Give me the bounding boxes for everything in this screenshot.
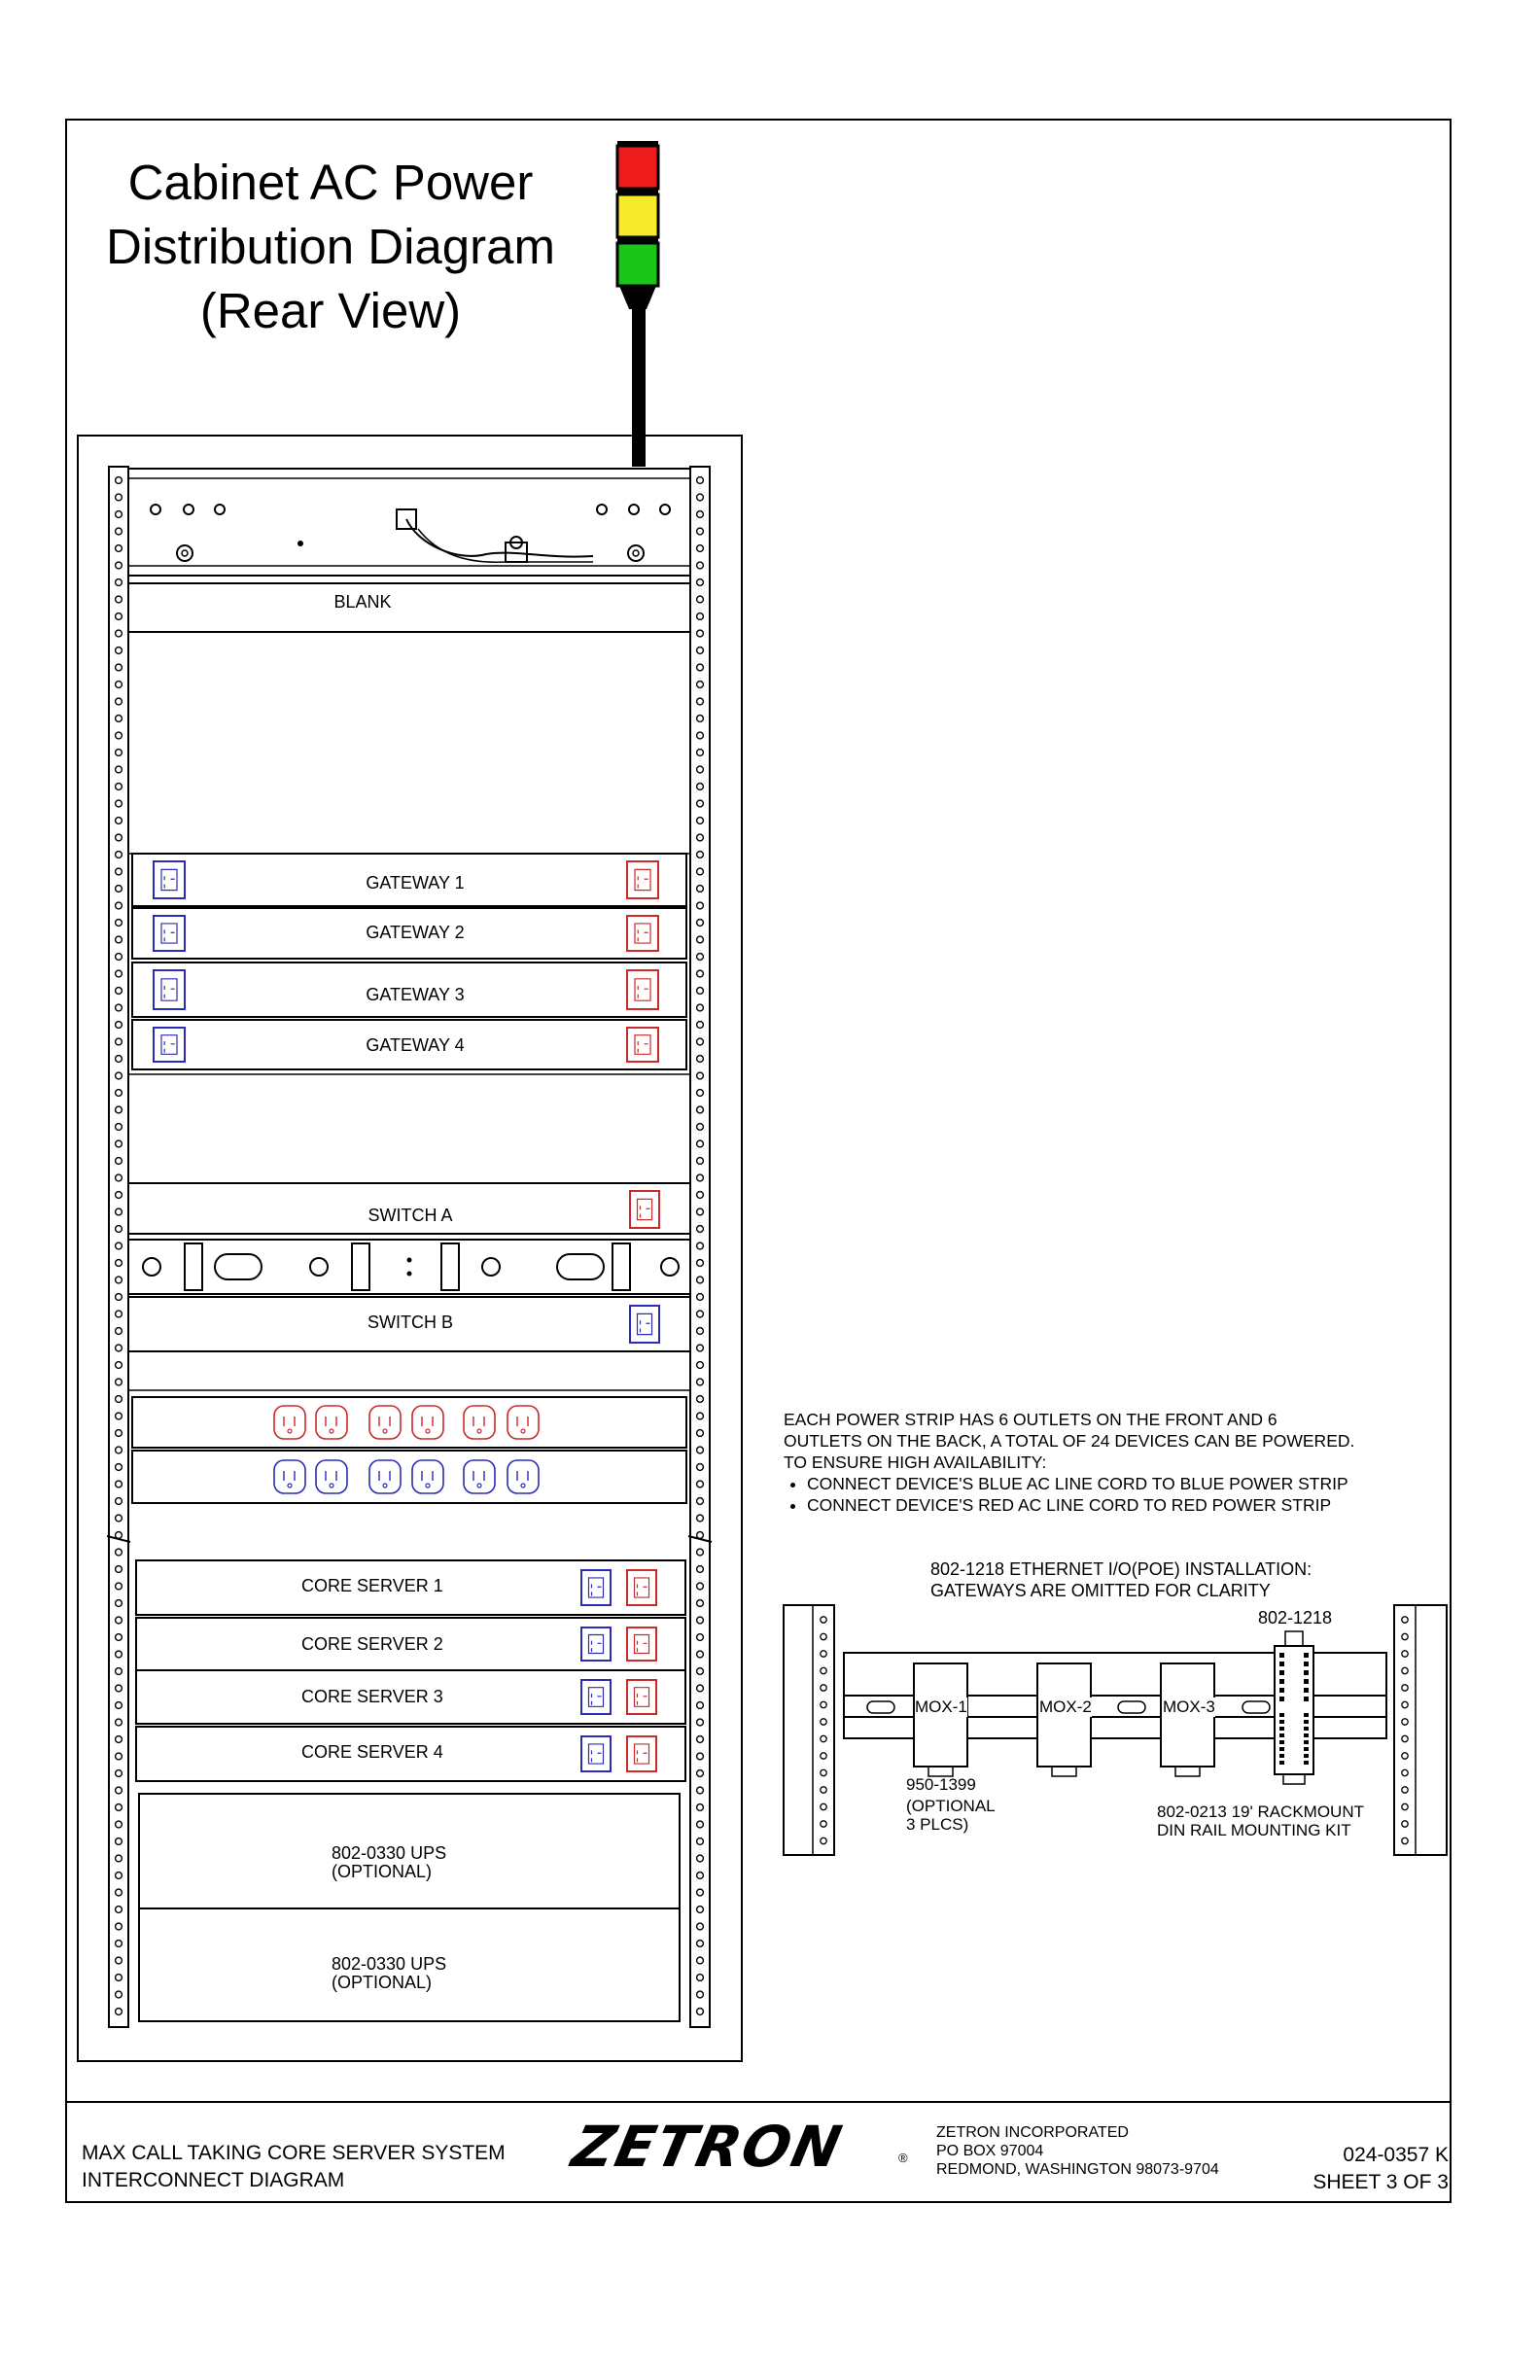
red-strip-outlet-4: [412, 1406, 443, 1439]
plc-part-number: 950-1399: [906, 1775, 976, 1794]
notes-bullet-1: • CONNECT DEVICE'S BLUE AC LINE CORD TO BLUE POWER STRIP: [807, 1473, 1354, 1494]
system-title-line-2: INTERCONNECT DIAGRAM: [82, 2169, 345, 2191]
signal-light-red: [617, 146, 658, 189]
plc-note-1: (OPTIONAL: [906, 1797, 996, 1815]
ups-1-note: (OPTIONAL): [332, 1862, 433, 1881]
ups-1-model: 802-0330 UPS: [332, 1843, 447, 1863]
plc-note-2: 3 PLCS): [906, 1815, 969, 1834]
system-title: [82, 2140, 506, 2194]
core-server-1-label: CORE SERVER 1: [301, 1576, 443, 1595]
gateway-4-label: GATEWAY 4: [366, 1035, 465, 1055]
system-title-line-1: MAX CALL TAKING CORE SERVER SYSTEM: [82, 2142, 506, 2164]
blue-strip-outlet-5: [464, 1460, 495, 1493]
company-name: ZETRON INCORPORATED: [936, 2124, 1129, 2141]
kit-line-1: 802-0213 19' RACKMOUNT: [1157, 1802, 1364, 1821]
power-notes: [784, 1409, 1354, 1516]
poe-title: [930, 1558, 1312, 1601]
gateway-3-red-inlet: [627, 970, 658, 1009]
core-server-4-blue-inlet: [581, 1736, 611, 1771]
core-server-3-red-inlet: [627, 1680, 656, 1714]
blue-strip-outlet-3: [369, 1460, 401, 1493]
title-line-3: (Rear View): [199, 283, 462, 338]
core-server-3-blue-inlet: [581, 1680, 611, 1714]
notes-line-1: EACH POWER STRIP HAS 6 OUTLETS ON THE FRONT AND 6: [784, 1410, 1278, 1429]
title-line-1: Cabinet AC Power: [127, 155, 534, 210]
core-server-2-label: CORE SERVER 2: [301, 1634, 443, 1654]
notes-line-3: TO ENSURE HIGH AVAILABILITY:: [784, 1452, 1047, 1472]
gateway-1-blue-inlet: [154, 861, 185, 898]
poe-title-line-1: 802-1218 ETHERNET I/O(POE) INSTALLATION:: [930, 1559, 1312, 1579]
registered-mark: ®: [898, 2151, 908, 2165]
red-strip-outlet-1: [274, 1406, 305, 1439]
red-strip-outlet-2: [316, 1406, 347, 1439]
gateway-3-label: GATEWAY 3: [366, 985, 465, 1004]
blank-label: BLANK: [333, 592, 392, 612]
mox-1-label: MOX-1: [915, 1698, 967, 1716]
switch-a-red-inlet: [630, 1191, 659, 1228]
mox-2-label: MOX-2: [1039, 1698, 1092, 1716]
core-server-4-red-inlet: [627, 1736, 656, 1771]
signal-light-yellow: [617, 194, 658, 237]
notes-bullet-2: • CONNECT DEVICE'S RED AC LINE CORD TO RED POWER STRIP: [807, 1494, 1354, 1516]
gateway-4-red-inlet: [627, 1028, 658, 1062]
switch-b-label: SWITCH B: [368, 1312, 453, 1332]
signal-tower: [617, 141, 658, 467]
gateway-3-blue-inlet: [154, 970, 185, 1009]
red-strip-outlet-5: [464, 1406, 495, 1439]
document-info: [1264, 2142, 1449, 2196]
zetron-logo: ZETRON: [566, 2114, 849, 2180]
gateway-2-blue-inlet: [154, 916, 185, 951]
ups-2-model: 802-0330 UPS: [332, 1954, 447, 1974]
switch-a-label: SWITCH A: [368, 1206, 453, 1225]
red-power-strip: [132, 1397, 686, 1448]
red-strip-outlet-3: [369, 1406, 401, 1439]
cabinet-outline: [78, 436, 742, 2061]
core-server-4-label: CORE SERVER 4: [301, 1742, 443, 1762]
sheet-number: SHEET 3 OF 3: [1312, 2171, 1449, 2193]
core-server-1-blue-inlet: [581, 1570, 611, 1605]
mox-3-label: MOX-3: [1163, 1698, 1215, 1716]
core-server-2-red-inlet: [627, 1628, 656, 1661]
blue-strip-outlet-2: [316, 1460, 347, 1493]
signal-tower-pole: [632, 309, 646, 467]
gateway-4-blue-inlet: [154, 1028, 185, 1062]
poe-title-line-2: GATEWAYS ARE OMITTED FOR CLARITY: [930, 1581, 1271, 1600]
gateway-2-red-inlet: [627, 916, 658, 951]
switch-b-blue-inlet: [630, 1306, 659, 1343]
notes-line-2: OUTLETS ON THE BACK, A TOTAL OF 24 DEVICES CAN BE POWERED.: [784, 1431, 1355, 1451]
core-server-2-blue-inlet: [581, 1628, 611, 1661]
cable-manager: [128, 1240, 690, 1294]
ethernet-io-label: 802-1218: [1258, 1608, 1333, 1628]
kit-line-2: DIN RAIL MOUNTING KIT: [1157, 1821, 1351, 1839]
blue-strip-outlet-6: [508, 1460, 539, 1493]
company-city: REDMOND, WASHINGTON 98073-9704: [936, 2161, 1219, 2178]
red-strip-outlet-6: [508, 1406, 539, 1439]
company-pobox: PO BOX 97004: [936, 2143, 1044, 2159]
core-server-3-label: CORE SERVER 3: [301, 1687, 443, 1706]
company-address: [936, 2123, 1219, 2179]
document-number: 024-0357 K: [1343, 2144, 1449, 2166]
blue-strip-outlet-1: [274, 1460, 305, 1493]
gateway-1-red-inlet: [627, 861, 658, 898]
blue-strip-outlet-4: [412, 1460, 443, 1493]
title-line-2: Distribution Diagram: [106, 219, 555, 274]
power-strips: [132, 1397, 686, 1503]
signal-light-green: [617, 243, 658, 286]
blue-power-strip: [132, 1451, 686, 1503]
gateway-2-label: GATEWAY 2: [366, 923, 465, 942]
ups-2-note: (OPTIONAL): [332, 1973, 433, 1992]
gateway-1-label: GATEWAY 1: [366, 873, 465, 892]
core-server-1-red-inlet: [627, 1570, 656, 1605]
top-fan-panel: [128, 469, 690, 576]
